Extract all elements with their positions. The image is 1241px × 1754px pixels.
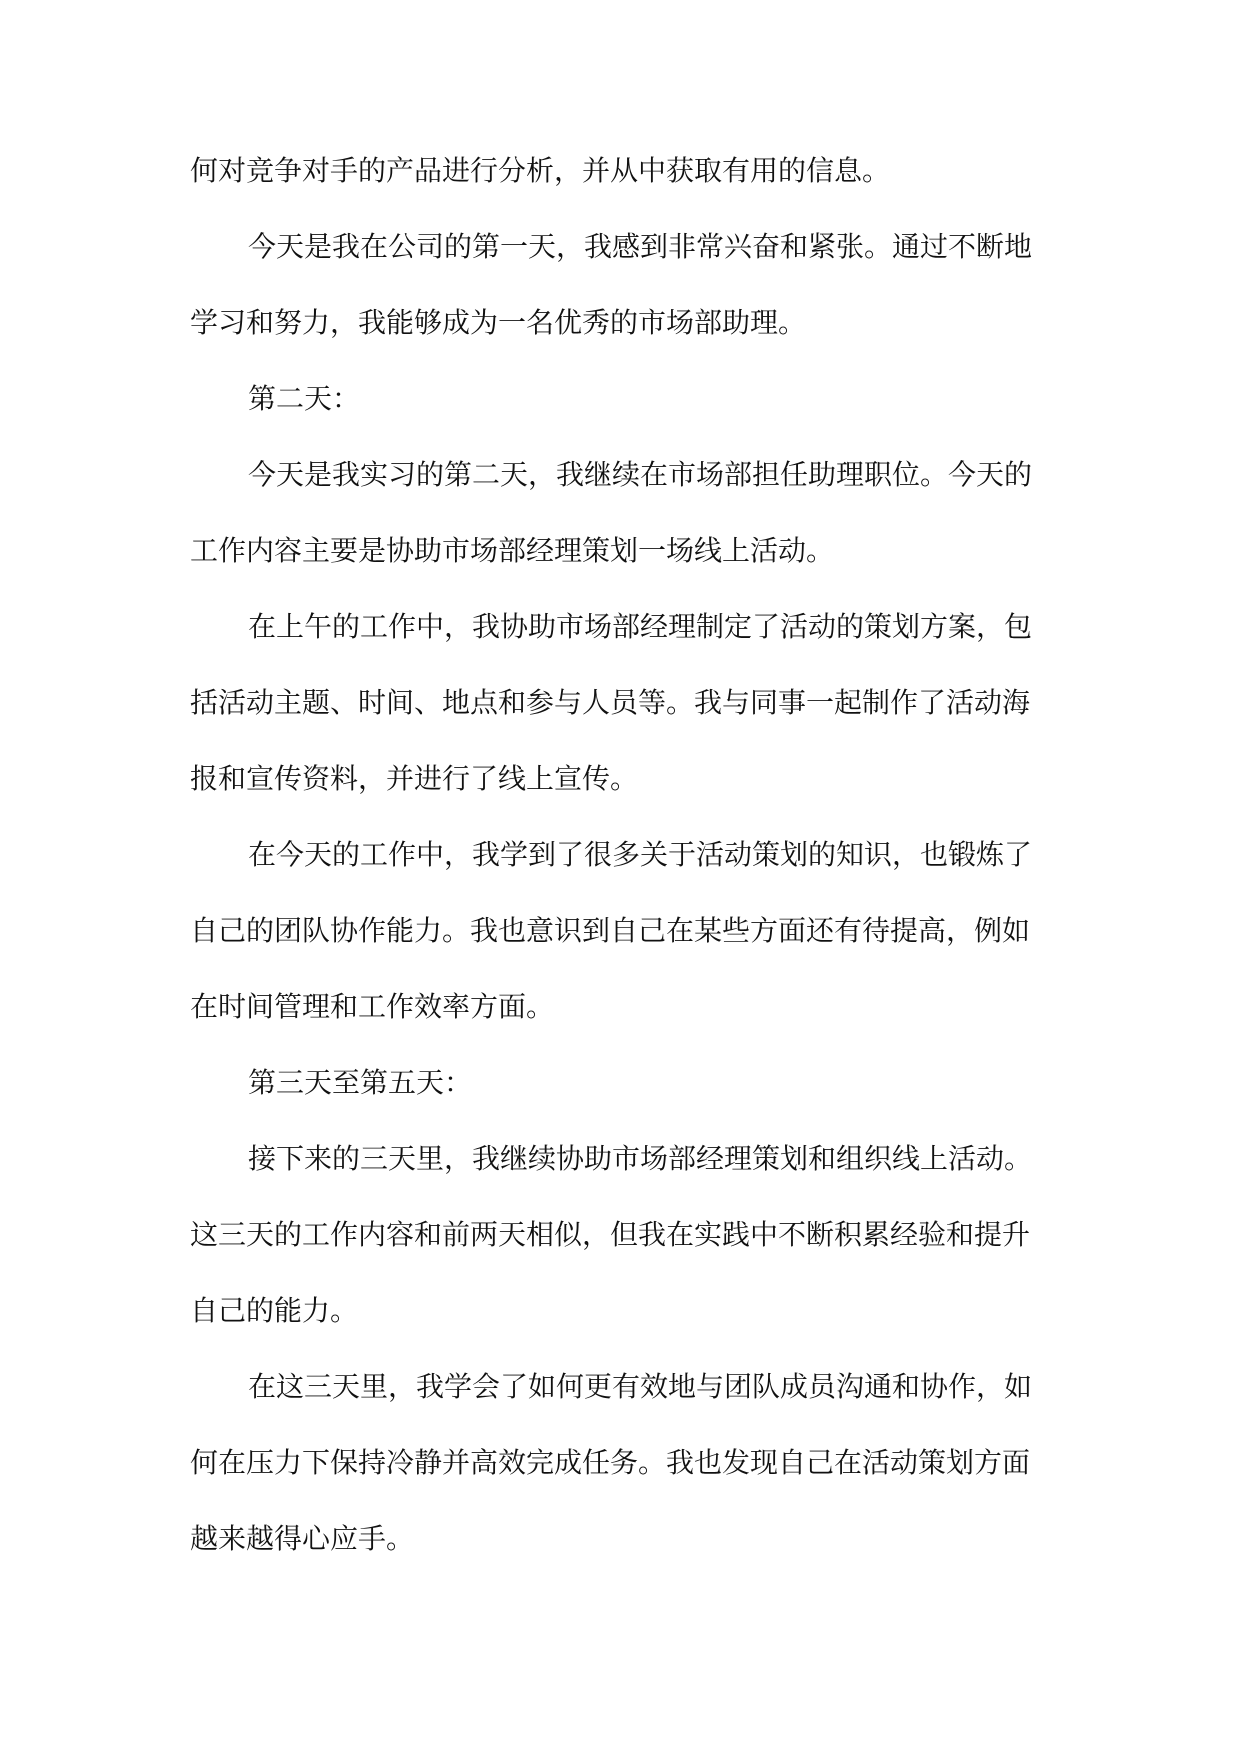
text-line: 自己的团队协作能力。我也意识到自己在某些方面还有待提高，例如 bbox=[190, 914, 1031, 947]
text-line: 在上午的工作中，我协助市场部经理制定了活动的策划方案，包 bbox=[248, 610, 1033, 643]
section-heading: 第二天： bbox=[248, 382, 361, 415]
text-line: 在时间管理和工作效率方面。 bbox=[190, 990, 555, 1023]
text-line: 今天是我实习的第二天，我继续在市场部担任助理职位。今天的 bbox=[248, 458, 1033, 491]
text-line: 这三天的工作内容和前两天相似，但我在实践中不断积累经验和提升 bbox=[190, 1218, 1031, 1251]
text-line: 越来越得心应手。 bbox=[190, 1522, 415, 1555]
text-line: 今天是我在公司的第一天，我感到非常兴奋和紧张。通过不断地 bbox=[248, 230, 1033, 263]
text-line: 自己的能力。 bbox=[190, 1294, 359, 1327]
text-line: 何在压力下保持冷静并高效完成任务。我也发现自己在活动策划方面 bbox=[190, 1446, 1031, 1479]
text-line: 报和宣传资料，并进行了线上宣传。 bbox=[190, 762, 639, 795]
text-line: 在今天的工作中，我学到了很多关于活动策划的知识，也锻炼了 bbox=[248, 838, 1033, 871]
text-line: 工作内容主要是协助市场部经理策划一场线上活动。 bbox=[190, 534, 835, 567]
text-line: 接下来的三天里，我继续协助市场部经理策划和组织线上活动。 bbox=[248, 1142, 1033, 1175]
text-line: 括活动主题、时间、地点和参与人员等。我与同事一起制作了活动海 bbox=[190, 686, 1031, 719]
text-line: 学习和努力，我能够成为一名优秀的市场部助理。 bbox=[190, 306, 807, 339]
text-line: 何对竞争对手的产品进行分析，并从中获取有用的信息。 bbox=[190, 154, 891, 187]
text-line: 在这三天里，我学会了如何更有效地与团队成员沟通和协作，如 bbox=[248, 1370, 1033, 1403]
section-heading: 第三天至第五天： bbox=[248, 1066, 473, 1099]
